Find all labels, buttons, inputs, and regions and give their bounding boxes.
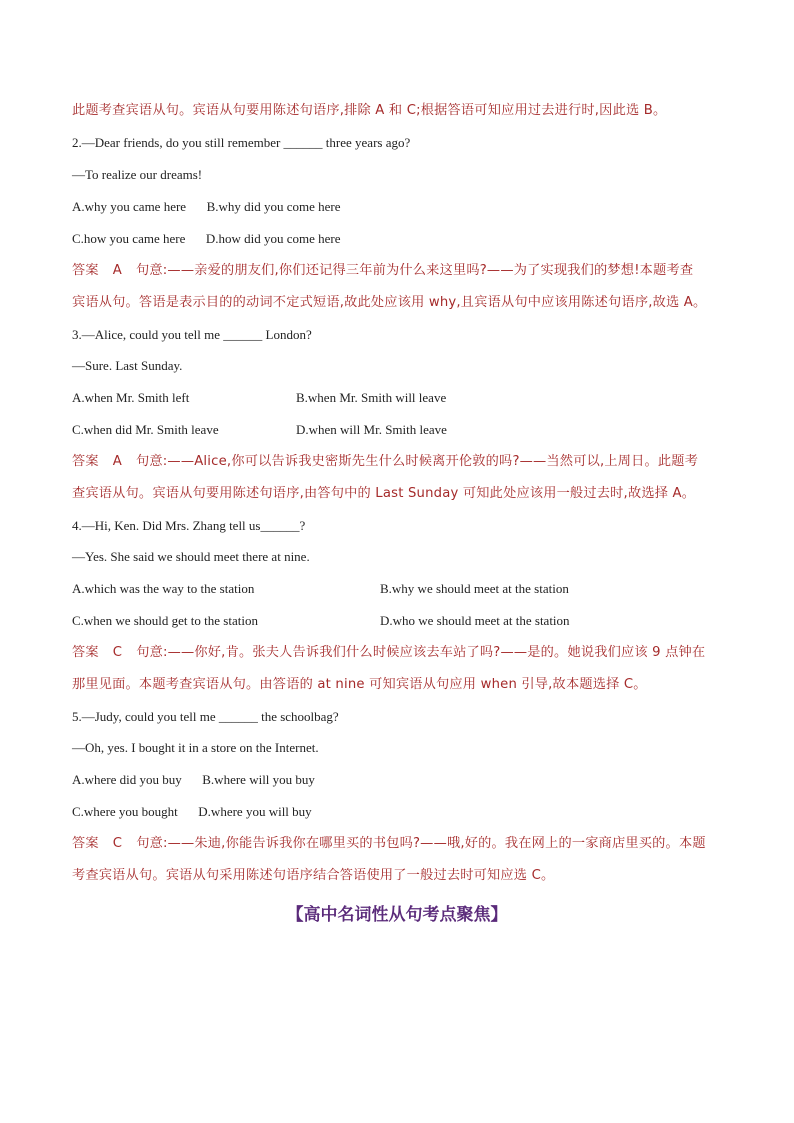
- question-4-answer: [72, 644, 705, 662]
- option-c: C.when did Mr. Smith leave: [72, 422, 219, 437]
- question-3-options-row-2: [72, 421, 722, 439]
- question-5-reply: —Oh, yes. I bought it in a store on the Internet.: [72, 740, 319, 755]
- question-2-reply: —To realize our dreams!: [72, 167, 203, 182]
- answer-explanation-line-1: 句意:——朱迪,你能告诉我你在哪里买的书包吗?——哦,好的。我在网上的一家商店里买的。本题: [136, 836, 706, 851]
- answer-explanation-line-1: 句意:——Alice,你可以告诉我史密斯先生什么时候离开伦敦的吗?——当然可以,上周日。此题考: [136, 454, 699, 469]
- option-b: B.why we should meet at the station: [380, 581, 569, 596]
- question-3-reply: —Sure. Last Sunday.: [72, 358, 183, 373]
- answer-label: 答案: [72, 836, 99, 851]
- option-d: D.who we should meet at the station: [380, 613, 570, 628]
- answer-key: C: [112, 836, 123, 851]
- option-d: D.how did you come here: [205, 231, 341, 246]
- answer-label: 答案: [72, 454, 99, 469]
- answer-explanation-line-2: 那里见面。本题考查宾语从句。由答语的 at nine 可知宾语从句应用 when 引导,故本题选择 C。: [72, 677, 647, 692]
- answer-explanation-line-2: 查宾语从句。宾语从句要用陈述句语序,由答句中的 Last Sunday 可知此处应该用一般过去时,故选择 A。: [72, 486, 696, 501]
- answer-explanation-line-1: 句意:——你好,肯。张夫人告诉我们什么时候应该去车站了吗?——是的。她说我们应该 9 点钟在: [136, 645, 706, 660]
- option-c: C.when we should get to the station: [72, 613, 258, 628]
- question-4-options-row-2: [72, 612, 722, 630]
- question-4-stem: 4.—Hi, Ken. Did Mrs. Zhang tell us______?: [72, 518, 306, 533]
- option-c: C.how you came here: [72, 231, 186, 246]
- question-2-options-row-2: [72, 230, 341, 248]
- option-b: B.why did you come here: [206, 199, 341, 214]
- answer-key: C: [112, 645, 123, 660]
- question-5-stem: 5.—Judy, could you tell me ______ the schoolbag?: [72, 709, 339, 724]
- question-2-stem: 2.—Dear friends, do you still remember ______ three years ago?: [72, 135, 411, 150]
- option-a: A.when Mr. Smith left: [72, 390, 190, 405]
- question-5-answer: [72, 835, 706, 853]
- question-2-answer: [72, 262, 693, 280]
- question-5-options-row-2: [72, 803, 312, 821]
- option-d: D.where you will buy: [198, 804, 312, 819]
- option-b: B.where will you buy: [202, 772, 315, 787]
- answer-label: 答案: [72, 263, 99, 278]
- answer-explanation-line-2: 宾语从句。答语是表示目的的动词不定式短语,故此处应该用 why,且宾语从句中应该用陈述句语序,故选 A。: [72, 295, 707, 310]
- question-5-options-row-1: [72, 771, 315, 789]
- option-b: B.when Mr. Smith will leave: [296, 390, 447, 405]
- question-3-options-row-1: [72, 389, 722, 407]
- option-a: A.which was the way to the station: [72, 581, 255, 596]
- section-title: 【高中名词性从句考点聚焦】: [286, 905, 508, 925]
- option-a: A.where did you buy: [72, 772, 182, 787]
- option-c: C.where you bought: [72, 804, 178, 819]
- option-a: A.why you came here: [72, 199, 187, 214]
- option-d: D.when will Mr. Smith leave: [296, 422, 447, 437]
- question-3-answer: [72, 453, 698, 471]
- question-4-options-row-1: [72, 580, 722, 598]
- answer-key: A: [112, 263, 123, 278]
- question-3-stem: 3.—Alice, could you tell me ______ London?: [72, 327, 312, 342]
- answer-explanation-line-1: 句意:——亲爱的朋友们,你们还记得三年前为什么来这里吗?——为了实现我们的梦想!本题考查: [136, 263, 694, 278]
- answer-label: 答案: [72, 645, 99, 660]
- question-2-options-row-1: [72, 198, 341, 216]
- intro-explanation: 此题考查宾语从句。宾语从句要用陈述句语序,排除 A 和 C;根据答语可知应用过去进行时,因此选 B。: [72, 103, 667, 118]
- answer-key: A: [112, 454, 123, 469]
- answer-explanation-line-2: 考查宾语从句。宾语从句采用陈述句语序结合答语使用了一般过去时可知应选 C。: [72, 868, 555, 883]
- question-4-reply: —Yes. She said we should meet there at nine.: [72, 549, 310, 564]
